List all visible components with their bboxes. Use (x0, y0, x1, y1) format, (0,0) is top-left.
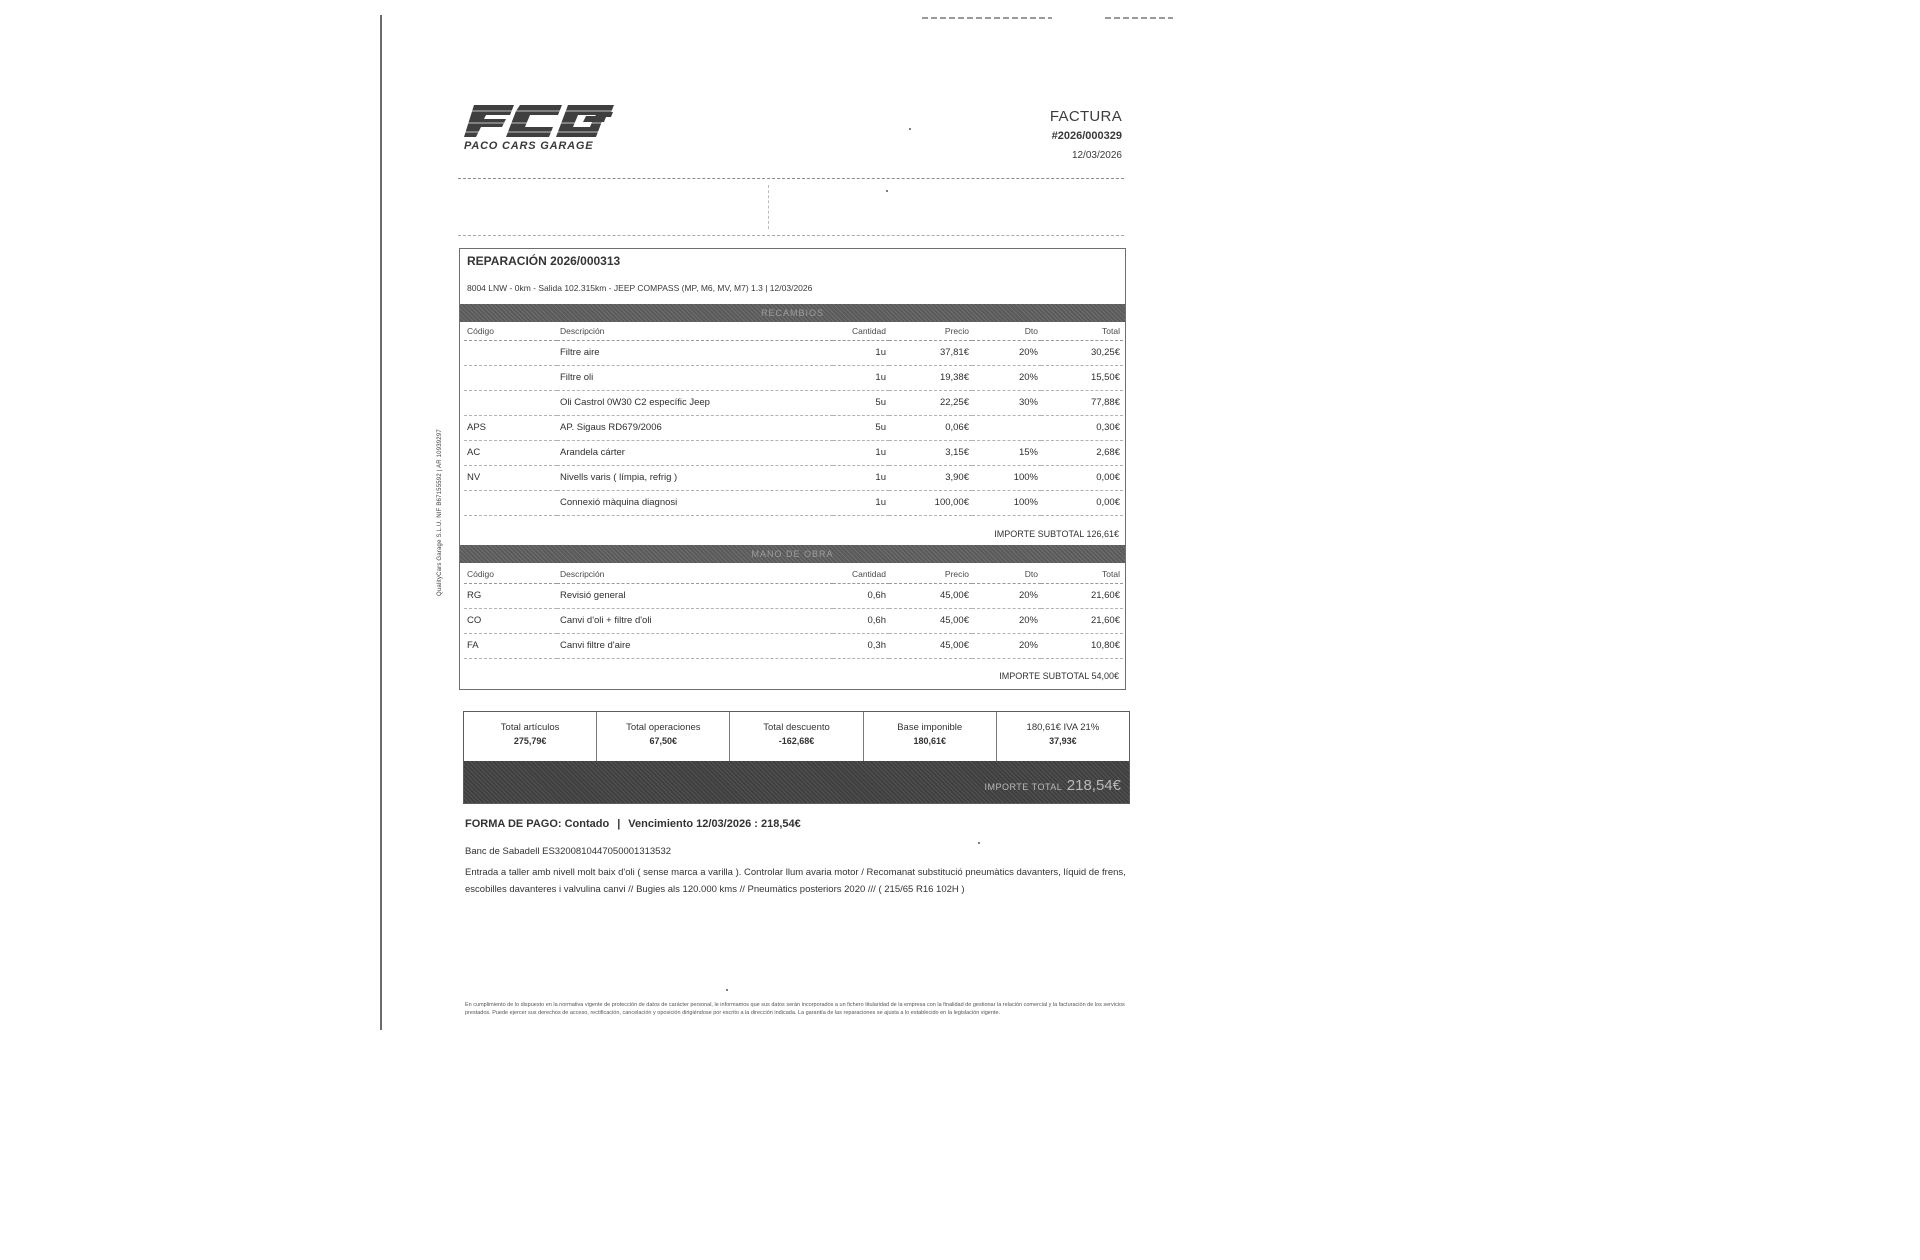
vehicle-info: 8004 LNW - 0km - Salida 102.315km - JEEP COMPASS (MP, M6, MV, M7) 1.3 | 12/03/2026 (467, 283, 813, 293)
total-cell-label: Total descuento (763, 722, 830, 733)
grand-total (984, 777, 1121, 795)
cell-code: FA (464, 633, 557, 658)
total-cell (730, 712, 863, 763)
scan-speck (886, 190, 888, 192)
cell-code: RG (464, 583, 557, 608)
cell-total: 2,68€ (1041, 440, 1123, 465)
workshop-notes: Entrada a taller amb nivell molt baix d'oli ( sense marca a varilla ). Controlar llum avaria motor / Recomanat substitució pneumàtics davanters, líquid de frens, escobilles davanteres i valvulina canvi // Bugies als 120.000 kms // Pneumàtics posteriors 2020 /// ( 215/65 R16 102H ) (465, 867, 1126, 895)
invoice-number: #2026/000329 (1051, 130, 1122, 142)
total-cell-label: Total operaciones (626, 722, 701, 733)
cell-code (464, 490, 557, 515)
cell-description: Arandela cárter (557, 440, 833, 465)
col-price: Precio (889, 565, 972, 583)
payment-line (465, 818, 801, 830)
parts-header-row (464, 322, 1123, 340)
scan-speck (909, 128, 911, 130)
payment-separator: | (617, 818, 621, 830)
total-cell (597, 712, 730, 763)
cell-code (464, 365, 557, 390)
registry-stamp: QualityCars Garage S.L.U. NIF B67155592 | AR 10939297 (437, 429, 443, 596)
col-code: Código (464, 322, 557, 340)
pcg-logo-mark (464, 103, 620, 139)
cell-qty: 1u (833, 440, 889, 465)
col-description: Descripción (557, 322, 833, 340)
col-discount: Dto (972, 565, 1041, 583)
repair-section (459, 248, 1126, 690)
labour-band (460, 545, 1125, 563)
cell-discount: 20% (972, 633, 1041, 658)
col-description: Descripción (557, 565, 833, 583)
cell-qty: 0,6h (833, 583, 889, 608)
total-cell (464, 712, 597, 763)
cell-total: 15,50€ (1041, 365, 1123, 390)
invoice-header (1050, 108, 1122, 161)
cell-qty: 0,6h (833, 608, 889, 633)
col-code: Código (464, 565, 557, 583)
col-discount: Dto (972, 322, 1041, 340)
labour-table (464, 565, 1123, 659)
cell-discount: 20% (972, 340, 1041, 365)
cell-code: APS (464, 415, 557, 440)
total-cell-value: 275,79€ (513, 736, 547, 746)
col-qty: Cantidad (833, 565, 889, 583)
scan-speck (726, 989, 728, 991)
cell-price: 19,38€ (889, 365, 972, 390)
cell-discount: 100% (972, 465, 1041, 490)
cell-description: Filtre oli (557, 365, 833, 390)
total-cell (864, 712, 997, 763)
col-price: Precio (889, 322, 972, 340)
col-qty: Cantidad (833, 322, 889, 340)
totals-grid (464, 712, 1129, 763)
cell-description: Connexió màquina diagnosi (557, 490, 833, 515)
cell-discount: 20% (972, 365, 1041, 390)
grand-total-amount: 218,54€ (1066, 777, 1121, 794)
legal-footer: En cumplimiento de lo dispuesto en la normativa vigente de protección de datos de carácter personal, le informamos que sus datos serán incorporados a un fichero titularidad de la empresa con la finalidad de gestionar la relación comercial y la facturación de los servicios prestados. Puede ejercer sus derechos de acceso, rectificación, cancelación y oposición dirigiéndose por escrito a la dirección indicada. La garantía de las reparaciones se ajusta a lo establecido en la legislación vigente. (465, 1002, 1125, 1016)
table-row (464, 633, 1123, 658)
address-divider (768, 185, 769, 229)
cell-total: 77,88€ (1041, 390, 1123, 415)
parts-table (464, 322, 1123, 516)
cell-price: 3,15€ (889, 440, 972, 465)
cell-price: 100,00€ (889, 490, 972, 515)
invoice-title: FACTURA (1049, 108, 1122, 125)
bank-account: Banc de Sabadell ES3200810447050001313532 (465, 846, 672, 857)
totals-box (463, 711, 1130, 804)
cell-qty: 1u (833, 340, 889, 365)
company-name: PACO CARS GARAGE (464, 140, 594, 152)
cell-code (464, 390, 557, 415)
col-total: Total (1041, 565, 1123, 583)
cell-code: NV (464, 465, 557, 490)
cell-total: 0,30€ (1041, 415, 1123, 440)
cell-description: Canvi filtre d'aire (557, 633, 833, 658)
scan-mark (1105, 17, 1173, 19)
grand-total-band (464, 761, 1129, 803)
cell-code (464, 340, 557, 365)
labour-header-row (464, 565, 1123, 583)
cell-description: Revisió general (557, 583, 833, 608)
total-cell-value: 37,93€ (1049, 736, 1077, 746)
table-row (464, 440, 1123, 465)
cell-total: 21,60€ (1041, 583, 1123, 608)
parts-subtotal: IMPORTE SUBTOTAL 126,61€ (994, 529, 1119, 539)
cell-description: Nivells varis ( límpia, refrig ) (557, 465, 833, 490)
cell-total: 21,60€ (1041, 608, 1123, 633)
total-cell (997, 712, 1129, 763)
cell-discount: 30% (972, 390, 1041, 415)
cell-price: 0,06€ (889, 415, 972, 440)
cell-discount: 20% (972, 583, 1041, 608)
parts-band-label: RECAMBIOS (760, 308, 824, 318)
total-cell-value: 180,61€ (913, 736, 946, 746)
table-row (464, 390, 1123, 415)
scan-mark (922, 17, 1052, 19)
grand-total-label: IMPORTE TOTAL (984, 782, 1063, 792)
cell-total: 30,25€ (1041, 340, 1123, 365)
cell-price: 45,00€ (889, 633, 972, 658)
cell-total: 0,00€ (1041, 490, 1123, 515)
scan-speck (978, 842, 980, 844)
cell-description: Filtre aire (557, 340, 833, 365)
table-row (464, 365, 1123, 390)
col-total: Total (1041, 322, 1123, 340)
scan-binding-edge (380, 15, 382, 1030)
labour-rows (464, 583, 1123, 658)
cell-price: 37,81€ (889, 340, 972, 365)
company-logo (464, 103, 624, 152)
payment-method: FORMA DE PAGO: Contado (465, 818, 610, 830)
cell-discount: 100% (972, 490, 1041, 515)
table-row (464, 490, 1123, 515)
total-cell-value: -162,68€ (778, 736, 815, 746)
parts-rows (464, 340, 1123, 515)
cell-description: AP. Sigaus RD679/2006 (557, 415, 833, 440)
cell-qty: 5u (833, 415, 889, 440)
parts-band (460, 304, 1125, 322)
cell-qty: 1u (833, 365, 889, 390)
table-row (464, 465, 1123, 490)
table-row (464, 415, 1123, 440)
cell-discount: 20% (972, 608, 1041, 633)
cell-discount: 15% (972, 440, 1041, 465)
cell-total: 0,00€ (1041, 465, 1123, 490)
cell-total: 10,80€ (1041, 633, 1123, 658)
cell-qty: 5u (833, 390, 889, 415)
address-area (458, 178, 1124, 236)
invoice-date: 12/03/2026 (1071, 150, 1122, 161)
cell-code: CO (464, 608, 557, 633)
labour-subtotal: IMPORTE SUBTOTAL 54,00€ (999, 671, 1119, 681)
cell-description: Canvi d'oli + filtre d'oli (557, 608, 833, 633)
table-row (464, 583, 1123, 608)
cell-price: 22,25€ (889, 390, 972, 415)
cell-description: Oli Castrol 0W30 C2 específic Jeep (557, 390, 833, 415)
payment-due: Vencimiento 12/03/2026 : 218,54€ (628, 818, 801, 830)
table-row (464, 340, 1123, 365)
table-row (464, 608, 1123, 633)
total-cell-label: 180,61€ IVA 21% (1026, 722, 1100, 733)
total-cell-label: Base imponible (897, 722, 963, 733)
cell-qty: 1u (833, 490, 889, 515)
labour-band-label: MANO DE OBRA (751, 549, 834, 559)
cell-price: 45,00€ (889, 583, 972, 608)
total-cell-value: 67,50€ (649, 736, 678, 746)
cell-qty: 1u (833, 465, 889, 490)
cell-discount (972, 415, 1041, 440)
cell-qty: 0,3h (833, 633, 889, 658)
cell-code: AC (464, 440, 557, 465)
cell-price: 3,90€ (889, 465, 972, 490)
total-cell-label: Total artículos (500, 722, 560, 733)
cell-price: 45,00€ (889, 608, 972, 633)
repair-title: REPARACIÓN 2026/000313 (467, 254, 621, 268)
